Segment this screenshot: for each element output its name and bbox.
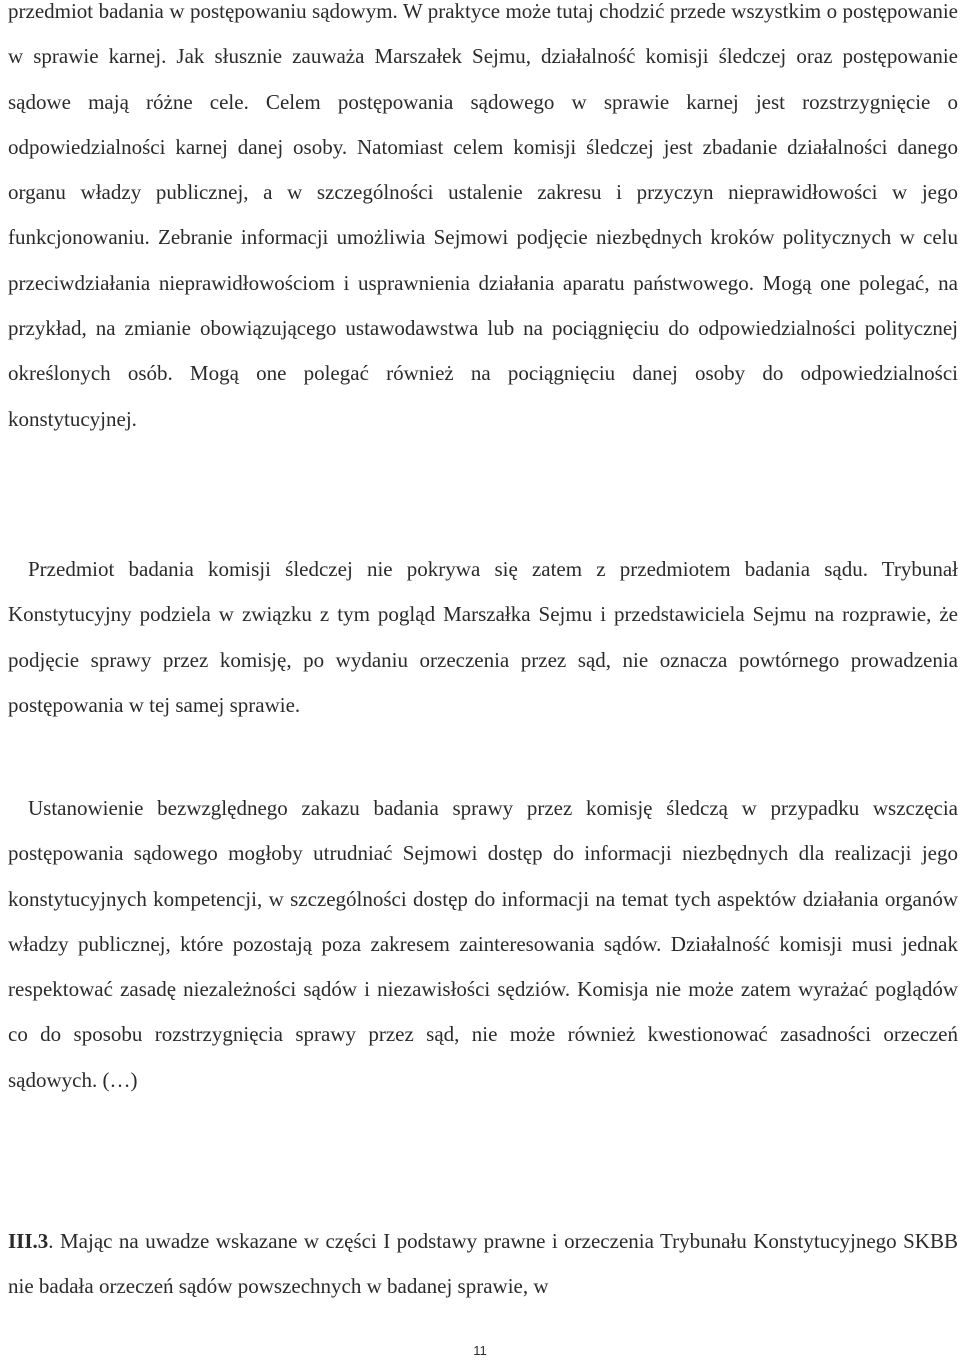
paragraph-2: Przedmiot badania komisji śledczej nie pokrywa się zatem z przedmiotem badania sądu. Trybunał Konstytucyjny podziela w związku z tym pogląd Marszałka Sejmu i przedstawiciela Sejmu na rozprawie, że podjęcie sprawy przez komisję, po wydaniu orzeczenia przez sąd, nie oznacza powtórnego prowadzenia postępowania w tej samej sprawie. [8, 557, 958, 717]
section-punctuation: . [48, 1229, 54, 1253]
section-text: Mając na uwadze wskazane w części I podstawy prawne i orzeczenia Trybunału Konstytucyjnego SKBB nie badała orzeczeń sądów powszechnych w badanej sprawie, w [8, 1229, 958, 1299]
paragraph-3: Ustanowienie bezwzględnego zakazu badania sprawy przez komisję śledczą w przypadku wszczęcia postępowania sądowego mogłoby utrudniać Sejmowi dostęp do informacji niezbędnych dla realizacji jego konstytucyjnych kompetencji, w szczególności dostęp do informacji na temat tych aspektów działania organów władzy publicznej, które pozostają poza zakresem zainteresowania sądów. Działalność komisji musi jednak respektować zasadę niezależności sądów i niezawisłości sędziów. Komisja nie może zatem wyrażać poglądów co do sposobu rozstrzygnięcia sprawy przez sąd, nie może również kwestionować zasadności orzeczeń sądowych. (…) [8, 796, 958, 1092]
page-number: 11 [473, 1343, 487, 1358]
section-number: III.3 [8, 1229, 49, 1253]
paragraph-1: przedmiot badania w postępowaniu sądowym. W praktyce może tutaj chodzić przede wszystkim o postępowanie w sprawie karnej. Jak słusznie zauważa Marszałek Sejmu, działalność komisji śledczej oraz postępowanie sądowe mają różne cele. Celem postępowania sądowego w sprawie karnej jest rozstrzygnięcie o odpowiedzialności karnej danej osoby. Natomiast celem komisji śledczej jest zbadanie działalności danego organu władzy publicznej, a w szczególności ustalenie zakresu i przyczyn nieprawidłowości w jego funkcjonowaniu. Zebranie informacji umożliwia Sejmowi podjęcie niezbędnych kroków politycznych w celu przeciwdziałania nieprawidłowościom i usprawnienia działania aparatu państwowego. Mogą one polegać, na przykład, na zmianie obowiązującego ustawodawstwa lub na pociągnięciu do odpowiedzialności politycznej określonych osób. Mogą one polegać również na pociągnięciu danej osoby do odpowiedzialności konstytucyjnej. [8, 0, 958, 431]
section-paragraph [8, 1219, 958, 1310]
